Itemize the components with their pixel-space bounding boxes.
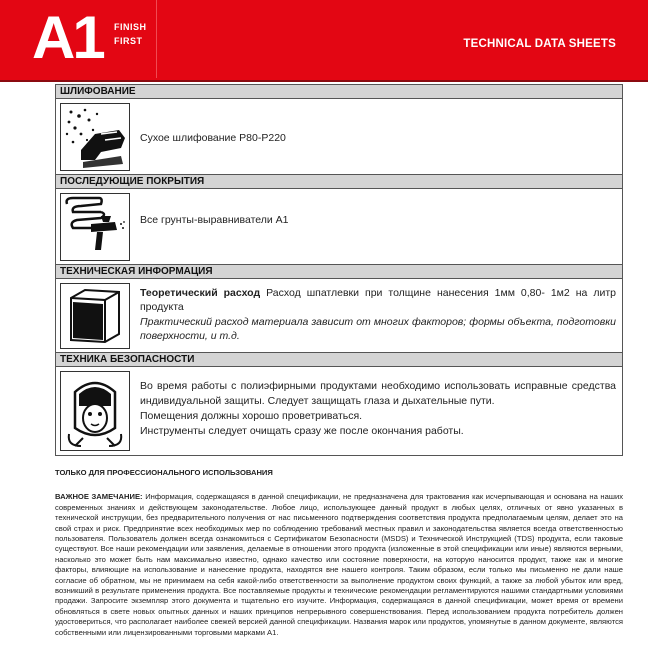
data-sheet-table — [55, 84, 623, 456]
section-title-coatings: ПОСЛЕДУЮЩИЕ ПОКРЫТИЯ — [56, 175, 622, 189]
disclaimer — [55, 468, 623, 638]
safety-text — [140, 379, 616, 439]
tech-info-text — [140, 286, 616, 343]
section-title-sanding: ШЛИФОВАНИЕ — [56, 85, 622, 99]
coatings-text: Все грунты-выравниватели A1 — [140, 214, 289, 226]
safety-line-1: Во время работы с полиэфирными продуктами необходимо использовать исправные средства индивидуальной защиты. Следует защищать глаза и дыхательные пути. — [140, 380, 616, 407]
document-title: TECHNICAL DATA SHEETS — [463, 38, 616, 50]
section-sanding — [56, 99, 622, 175]
section-coatings — [56, 189, 622, 265]
important-note-label: ВАЖНОЕ ЗАМЕЧАНИЕ: — [55, 492, 143, 502]
sanding-hand-icon — [60, 103, 130, 171]
section-title-tech: ТЕХНИЧЕСКАЯ ИНФОРМАЦИЯ — [56, 265, 622, 279]
header-bar — [0, 0, 648, 80]
tech-consumption-text: Расход шпатлевки при толщине нанесения 1мм 0,80- 1м2 на литр продукта — [140, 287, 616, 313]
spray-gun-icon — [60, 193, 130, 261]
safety-line-2: Помещения должны хорошо проветриваться. — [140, 410, 363, 422]
tech-practical-note: Практический расход материала зависит от многих факторов; формы объекта, подготовки поверхности, и т.д. — [140, 316, 616, 342]
safety-line-3: Инструменты следует очищать сразу же после окончания работы. — [140, 425, 464, 437]
section-tech — [56, 279, 622, 353]
logo-line-first: FIRST — [114, 36, 143, 46]
tech-label: Теоретический расход — [140, 287, 261, 299]
important-note — [55, 492, 623, 638]
header-divider — [0, 80, 648, 82]
section-title-safety: ТЕХНИКА БЕЗОПАСНОСТИ — [56, 353, 622, 367]
logo-mark: A1 — [32, 4, 103, 71]
important-note-body: Информация, содержащаяся в данной спецификации, не предназначена для трактования как исчерпывающая и основана на наших современных знаниях и действующем законодательстве. Любое лицо, использующее данный продукт в любых целях, отличных от явно указанных в технической инструкции, без предварительного получения от нас письменного подтверждения соответствия продукта предполагаемым целям, делает это на свой страх и риск. Предпринятие всех необходимых мер по соблюдению требований местных правил и законодательства является всегда ответственностью пользователя. Пользователь должен всегда ознакомиться с Сертификатом Безопасности (MSDS) и Технической Инструкцией (TDS) продукта, если таковые существуют. Все наши рекомендации или заявления, делаемые в отношении этого продукта (изложенные в этой спецификации или иные) являются верными, насколько это может быть нам максимально известно, однако качество или состояние поверхности, на которую наносится продукт, также как и многие факторы, влияющие на использование и нанесение продукта, находятся вне нашего контроля. Таким образом, если только мы письменно не дали наше согласие об обратном, мы не принимаем на себя какой-либо ответственности за выполнение продуктом своих функций, а также за любой убыток или вред, возникший в результате применения продукта. Все поставляемые продукты и технические рекомендации регламентируются нашими стандартными условиями продажи. Запросите экземпляр этого документа и тщательно его изучите. Информация, содержащаяся в данной спецификации, может время от времени обновляться в свете новых опытных данных и наших принципов непрерывного совершенствования. Перед использованием продукта потребитель должен удостовериться, что располагает наиболее свежей версией данной спецификации. Названия марок или продуктов, упомянутые в данном документе, являются собственными или лицензированными торговыми марками A1. — [55, 492, 623, 637]
professional-use-heading: ТОЛЬКО ДЛЯ ПРОФЕССИОНАЛЬНОГО ИСПОЛЬЗОВАНИЯ — [55, 468, 273, 477]
section-safety — [56, 367, 622, 455]
book-icon — [60, 283, 130, 349]
sanding-text: Сухое шлифование P80-P220 — [140, 132, 286, 144]
brand-logo — [22, 0, 157, 78]
face-shield-icon — [60, 371, 130, 451]
logo-line-finish: FINISH — [114, 22, 147, 32]
